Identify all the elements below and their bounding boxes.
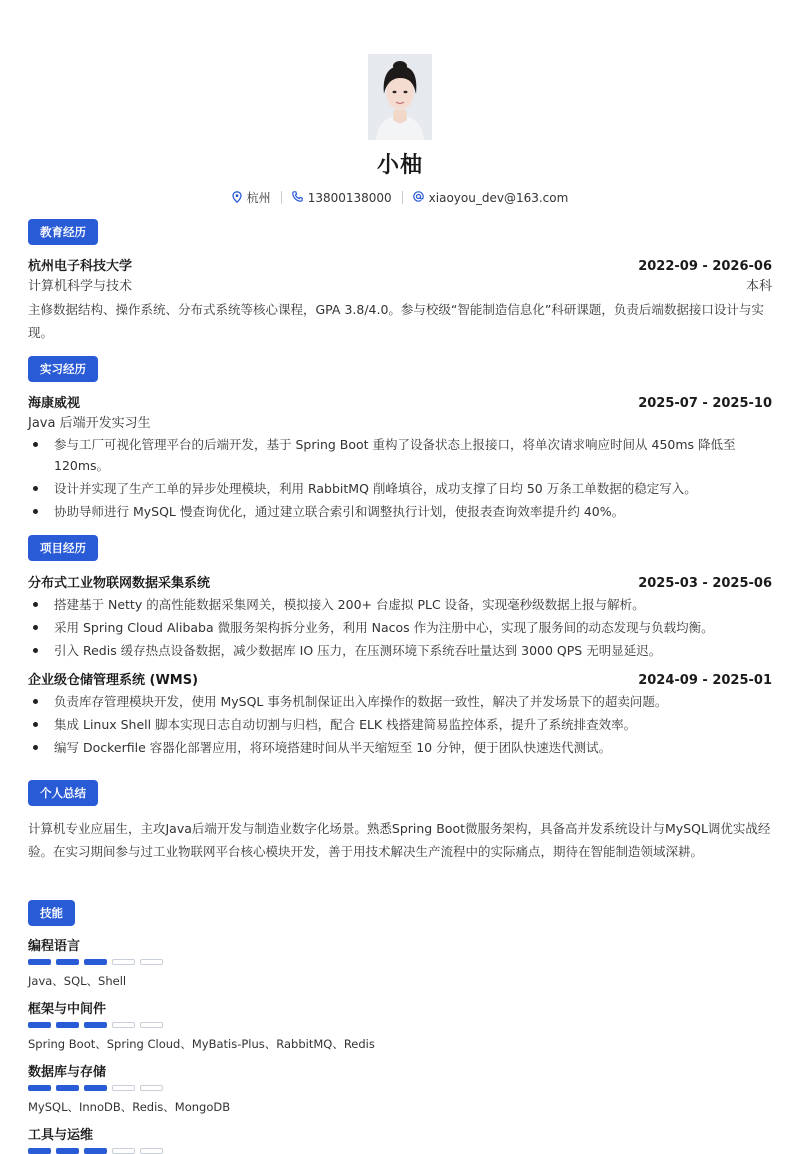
education-section: [28, 219, 772, 344]
internship-header-row: [28, 392, 772, 411]
skill-level-segment-filled: [28, 1148, 51, 1154]
list-item: 集成 Linux Shell 脚本实现日志自动切割与归档，配合 ELK 栈搭建简易监控体系，提升了系统排查效率。: [28, 714, 772, 735]
skill-block: [28, 1124, 772, 1154]
at-sign-icon: [413, 191, 424, 204]
skill-level-segment-filled: [56, 1022, 79, 1028]
skill-block: [28, 1061, 772, 1115]
skill-level-segment-filled: [28, 959, 51, 965]
skill-level-bar: [28, 1022, 772, 1028]
internship-date: 2025-07 - 2025-10: [638, 396, 772, 411]
skill-level-segment-empty: [112, 1085, 135, 1091]
skill-category-name: 编程语言: [28, 939, 81, 954]
contact-city: [222, 189, 281, 206]
list-item: 采用 Spring Cloud Alibaba 微服务架构拆分业务，利用 Nacos 作为注册中心，实现了服务间的动态发现与负载均衡。: [28, 617, 772, 638]
phone-icon: [292, 191, 303, 204]
skill-level-segment-filled: [28, 1022, 51, 1028]
section-title-projects: 项目经历: [28, 535, 98, 561]
summary-section: [28, 780, 772, 863]
education-date: 2022-09 - 2026-06: [638, 259, 772, 274]
skill-category-name: 工具与运维: [28, 1128, 94, 1143]
internship-section: [28, 356, 772, 524]
contact-email: [403, 191, 579, 205]
skill-level-segment-filled: [28, 1085, 51, 1091]
company-name: 海康威视: [28, 396, 81, 411]
list-item: 设计并实现了生产工单的异步处理模块，利用 RabbitMQ 削峰填谷，成功支撑了日均 50 万条工单数据的稳定写入。: [28, 478, 772, 499]
skill-items: MySQL、InnoDB、Redis、MongoDB: [28, 1100, 231, 1114]
skills-section: [28, 900, 772, 1154]
skill-block: [28, 935, 772, 989]
skill-level-segment-filled: [84, 1148, 107, 1154]
list-item: 搭建基于 Netty 的高性能数据采集网关，模拟接入 200+ 台虚拟 PLC 设备，实现毫秒级数据上报与解析。: [28, 594, 772, 615]
list-item: 协助导师进行 MySQL 慢查询优化，通过建立联合索引和调整执行计划，使报表查询效率提升约 40%。: [28, 501, 772, 522]
phone-text[interactable]: 13800138000: [307, 190, 392, 205]
project-name: 分布式工业物联网数据采集系统: [28, 576, 211, 591]
skill-level-segment-filled: [84, 1085, 107, 1091]
location-pin-icon: [232, 191, 242, 205]
projects-section: [28, 535, 772, 760]
skill-level-segment-empty: [140, 1022, 163, 1028]
skill-level-bar: [28, 1085, 772, 1091]
education-header-row: [28, 255, 772, 274]
list-item: 编写 Dockerfile 容器化部署应用，将环境搭建时间从半天缩短至 10 分钟，便于团队快速迭代测试。: [28, 737, 772, 758]
skills-list: [28, 935, 772, 1154]
project-header-row: [28, 572, 772, 591]
avatar: [368, 54, 432, 140]
section-title-internship: 实习经历: [28, 356, 98, 382]
project-date: 2025-03 - 2025-06: [638, 576, 772, 591]
resume-header: [0, 0, 800, 206]
major: 计算机科学与技术: [28, 279, 133, 294]
project-bullets: [28, 691, 772, 758]
email-text[interactable]: xiaoyou_dev@163.com: [428, 190, 569, 205]
contact-bar: [0, 189, 800, 206]
skill-level-segment-empty: [140, 1085, 163, 1091]
skill-level-segment-empty: [140, 959, 163, 965]
city-text: 杭州: [246, 191, 271, 205]
skill-level-segment-filled: [84, 1022, 107, 1028]
skill-level-segment-filled: [56, 1085, 79, 1091]
list-item: 参与工厂可视化管理平台的后端开发，基于 Spring Boot 重构了设备状态上报接口，将单次请求响应时间从 450ms 降低至 120ms。: [28, 434, 772, 476]
skill-category-name: 数据库与存储: [28, 1065, 107, 1080]
project-date: 2024-09 - 2025-01: [638, 673, 772, 688]
skill-category-name: 框架与中间件: [28, 1002, 107, 1017]
skill-items: Spring Boot、Spring Cloud、MyBatis-Plus、RabbitMQ、Redis: [28, 1037, 375, 1051]
project-name: 企业级仓储管理系统 (WMS): [28, 673, 199, 688]
internship-role: Java 后端开发实习生: [28, 416, 151, 431]
skill-items: Java、SQL、Shell: [28, 974, 127, 988]
degree: 本科: [745, 279, 772, 294]
education-description: 主修数据结构、操作系统、分布式系统等核心课程，GPA 3.8/4.0。参与校级“智能制造信息化”科研课题，负责后端数据接口设计与实现。: [28, 302, 764, 340]
summary-text: 计算机专业应届生，主攻Java后端开发与制造业数字化场景。熟悉Spring Boot微服务架构，具备高并发系统设计与MySQL调优实战经验。在实习期间参与过工业物联网平台核心模块开发，善于用技术解决生产流程中的实际痛点，期待在智能制造领域深耕。: [28, 821, 771, 859]
section-title-skills: 技能: [28, 900, 75, 926]
skill-level-segment-empty: [112, 1022, 135, 1028]
skill-level-bar: [28, 1148, 772, 1154]
skill-block: [28, 998, 772, 1052]
school-name: 杭州电子科技大学: [28, 259, 133, 274]
skill-level-bar: [28, 959, 772, 965]
list-item: 引入 Redis 缓存热点设备数据，减少数据库 IO 压力，在压测环境下系统吞吐量达到 3000 QPS 无明显延迟。: [28, 640, 772, 661]
skill-level-segment-empty: [112, 959, 135, 965]
skill-level-segment-filled: [56, 1148, 79, 1154]
section-title-summary: 个人总结: [28, 780, 98, 806]
skill-level-segment-filled: [56, 959, 79, 965]
project-header-row: [28, 669, 772, 688]
internship-bullets: [28, 434, 772, 522]
project-bullets: [28, 594, 772, 661]
contact-phone: [282, 191, 402, 205]
skill-level-segment-empty: [140, 1148, 163, 1154]
section-title-education: 教育经历: [28, 219, 98, 245]
candidate-name: 小柚: [376, 153, 423, 178]
skill-level-segment-filled: [84, 959, 107, 965]
list-item: 负责库存管理模块开发，使用 MySQL 事务机制保证出入库操作的数据一致性，解决了并发场景下的超卖问题。: [28, 691, 772, 712]
education-sub-row: [28, 275, 772, 294]
skill-level-segment-empty: [112, 1148, 135, 1154]
